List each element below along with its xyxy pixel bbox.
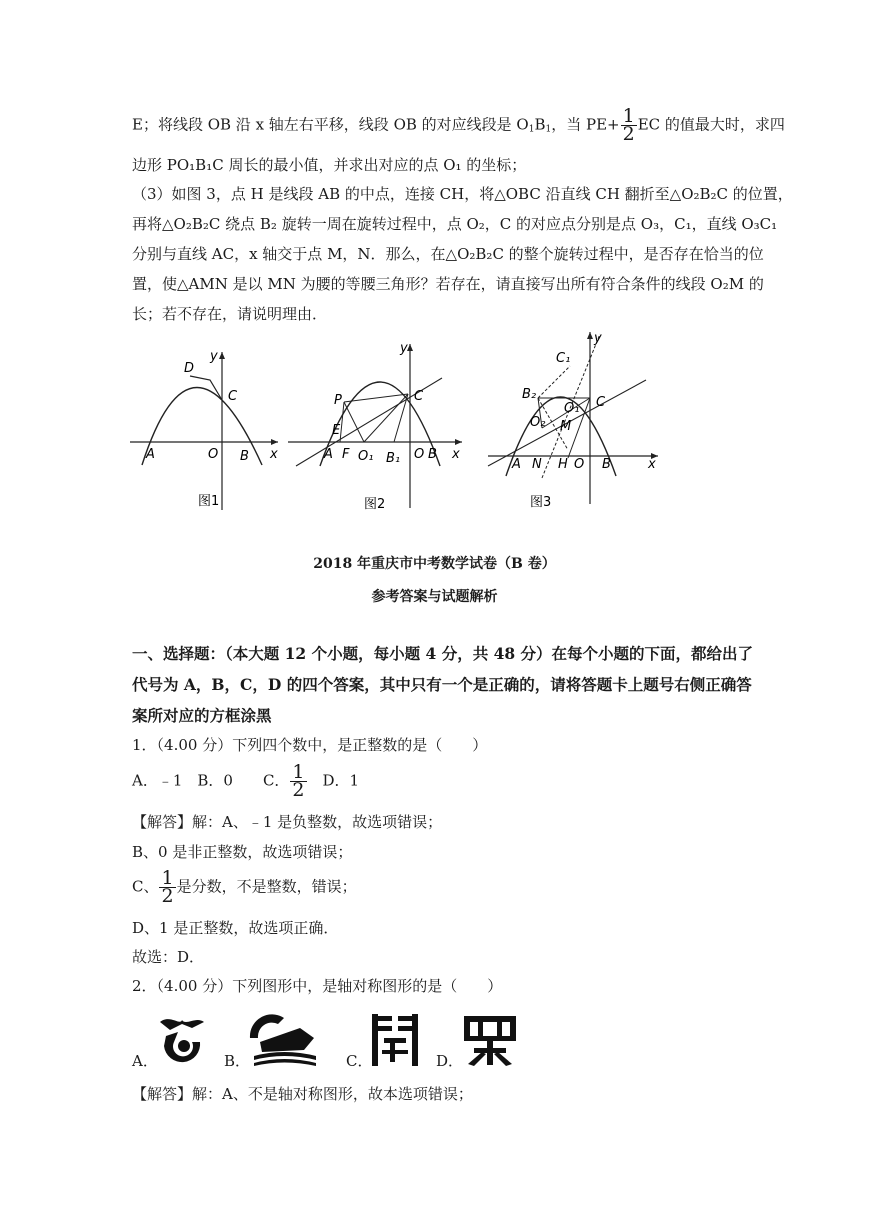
- answer-subtitle: 参考答案与试题解析: [371, 589, 498, 605]
- fig3-label-x: x: [648, 457, 656, 472]
- fig1-label-o: O: [208, 447, 219, 462]
- fig2-label-o1: O₁: [358, 449, 374, 464]
- problem3-line3: （3）如图 3，点 H 是线段 AB 的中点，连接 CH，将△OBC 沿直线 CH 翻折至△O₂B₂C 的位置，: [132, 185, 793, 203]
- problem3-line2: 边形 PO₁B₁C 周长的最小值，并求出对应的点 O₁ 的坐标；: [132, 156, 527, 174]
- fig2-label-b1: B₁: [386, 451, 401, 466]
- section1-heading-line1: 一、选择题：（本大题 12 个小题，每小题 4 分，共 48 分）在每个小题的下面，都给出了: [132, 644, 754, 663]
- fig3-label-h: H: [558, 457, 568, 472]
- answer-title: 2018 年重庆市中考数学试卷（B 卷）: [313, 556, 556, 572]
- fig2-label-p: P: [334, 393, 342, 408]
- fig3-label-o: O: [574, 457, 585, 472]
- fig1-label-x: x: [270, 447, 278, 462]
- q2-option-d-logo: [460, 1012, 520, 1072]
- fig1-label-a: A: [146, 447, 155, 462]
- fig1-label-c: C: [228, 389, 238, 404]
- q1-solution-line4: D、1 是正整数，故选项正确．: [132, 919, 339, 937]
- fig2-caption: 图2: [364, 497, 386, 512]
- fig3-label-b2: B₂: [522, 387, 537, 402]
- q2-option-a-label: A．: [132, 1052, 158, 1070]
- fig3-label-o1: O₁: [564, 401, 580, 416]
- q1-stem: 1．（4.00 分）下列四个数中，是正整数的是（ ）: [132, 736, 488, 754]
- q2-solution-line1: 【解答】解：A、不是轴对称图形，故本选项错误；: [132, 1085, 473, 1103]
- q2-option-b-logo: [244, 1012, 320, 1072]
- fig3-label-m: M: [560, 419, 572, 434]
- problem3-line7: 长；若不存在，请说明理由．: [132, 305, 328, 323]
- fig2-label-f: F: [342, 447, 350, 462]
- q2-option-c-logo: [368, 1012, 422, 1072]
- fig3-label-c: C: [596, 395, 606, 410]
- fig2-label-o: O: [414, 447, 425, 462]
- fig3-label-o2: O₂: [530, 415, 546, 430]
- fig3-label-a: A: [512, 457, 521, 472]
- q1-options: A．﹣1 B．0 C． $\frac{1}{2}$ D．1: [132, 761, 360, 801]
- problem3-line6: 置，使△AMN 是以 MN 为腰的等腰三角形？若存在，请直接写出所有符合条件的线段 O₂M 的: [132, 275, 764, 293]
- q1-solution-line1: 【解答】解：A、﹣1 是负整数，故选项错误；: [132, 813, 443, 831]
- q2-option-d-label: D．: [436, 1052, 464, 1070]
- fig1-label-b: B: [240, 449, 249, 464]
- figure-3: [486, 328, 671, 522]
- fig3-label-b: B: [602, 457, 611, 472]
- fig3-label-n: N: [532, 457, 542, 472]
- q1-solution-fraction: $\frac{1}{2}$: [161, 867, 174, 907]
- figure-1: [128, 340, 288, 524]
- problem3-line4: 再将△O₂B₂C 绕点 B₂ 旋转一周在旋转过程中，点 O₂，C 的对应点分别是点 O₃，C₁，直线 O₃C₁: [132, 215, 778, 233]
- fig1-label-y: y: [210, 349, 218, 364]
- q2-option-c-label: C．: [346, 1052, 373, 1070]
- fig3-label-c1: C₁: [556, 351, 571, 366]
- q1-solution-line2: B、0 是非正整数，故选项错误；: [132, 843, 353, 861]
- q1-solution-line3: C、 $\frac{1}{2}$ 是分数，不是整数，错误；: [132, 867, 357, 907]
- fig3-label-y: y: [594, 331, 602, 346]
- q2-option-a-logo: [152, 1012, 212, 1072]
- fig2-label-a: A: [324, 447, 333, 462]
- problem3-line1: E；将线段 OB 沿 x 轴左右平移，线段 OB 的对应线段是 $O_1B_1$，当 PE+ $\frac{1}{2}$ EC 的值最大时，求四: [132, 105, 785, 145]
- fig2-label-b: B: [428, 447, 437, 462]
- q2-option-b-label: B．: [224, 1052, 251, 1070]
- problem3-line5: 分别与直线 AC，x 轴交于点 M，N．那么，在△O₂B₂C 的整个旋转过程中，是否存在恰当的位: [132, 245, 764, 263]
- figure-2: [284, 338, 469, 522]
- section1-heading-line3: 案所对应的方框涂黑: [132, 706, 272, 725]
- q1-solution-line5: 故选：D．: [132, 948, 205, 966]
- q2-stem: 2．（4.00 分）下列图形中，是轴对称图形的是（ ）: [132, 977, 503, 995]
- fig2-label-x: x: [452, 447, 460, 462]
- fig1-label-d: D: [184, 361, 195, 376]
- section1-heading-line2: 代号为 A，B，C，D 的四个答案，其中只有一个是正确的，请将答题卡上题号右侧正确答: [132, 675, 752, 694]
- fig1-caption: 图1: [198, 494, 220, 509]
- fig2-label-c: C: [414, 389, 424, 404]
- fraction-one-half: $\frac{1}{2}$: [622, 105, 635, 145]
- fig3-caption: 图3: [530, 495, 552, 510]
- fig2-label-e: E: [332, 423, 341, 438]
- q1-option-c-fraction: $\frac{1}{2}$: [292, 761, 305, 801]
- fig2-label-y: y: [400, 341, 408, 356]
